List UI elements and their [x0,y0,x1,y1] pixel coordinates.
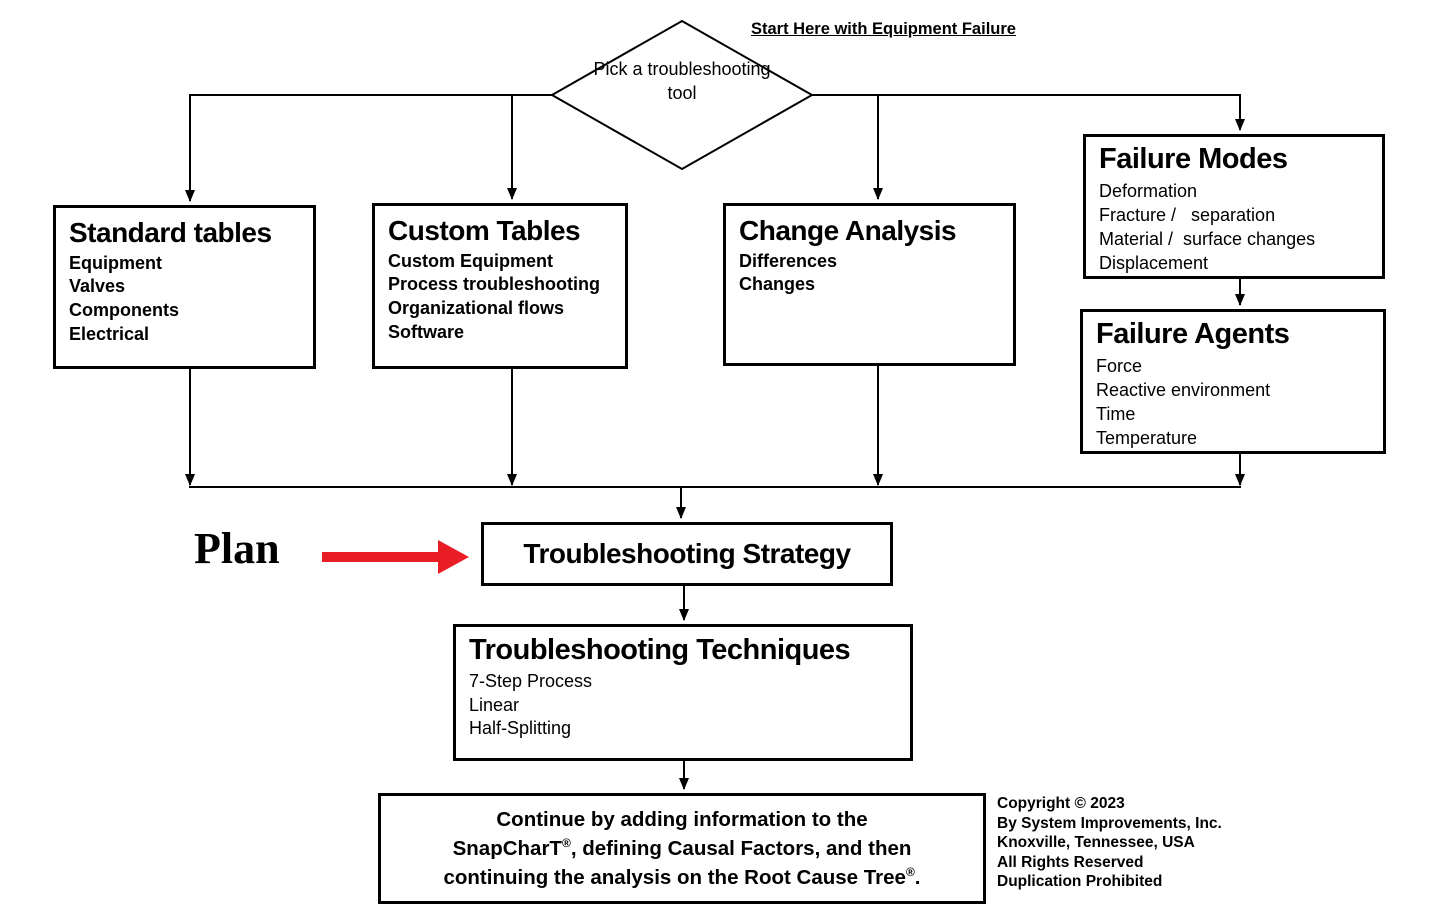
plan-arrow-shaft [322,552,440,562]
troubleshooting-strategy-title: Troubleshooting Strategy [523,538,851,570]
troubleshooting-techniques-title: Troubleshooting Techniques [469,634,851,666]
continue-instructions-text: Continue by adding information to the SnapCharT®, defining Causal Factors, and then continuing the analysis on the Root Cause Tree®. [443,807,921,890]
custom-tables-title: Custom Tables [388,215,581,246]
change-analysis-box [723,203,1016,366]
plan-annotation-label: Plan [194,524,280,573]
standard-tables-box [53,205,316,369]
custom-tables-box [372,203,628,369]
failure-agents-title: Failure Agents [1096,318,1290,350]
troubleshooting-strategy-box [481,522,893,586]
failure-agents-items: Force Reactive environment Time Temperature [1096,355,1271,449]
standard-tables-items: Equipment Valves Components Electrical [69,252,179,344]
plan-arrow-head [438,540,469,574]
custom-tables-items: Custom Equipment Process troubleshooting Organizational flows Software [388,250,601,342]
failure-modes-items: Deformation Fracture / separation Material / surface changes Displacement [1099,180,1316,274]
failure-agents-box [1080,309,1386,454]
troubleshooting-techniques-items: 7-Step Process Linear Half-Splitting [469,670,593,739]
page-title: Start Here with Equipment Failure [751,20,1016,38]
change-analysis-title: Change Analysis [739,215,957,246]
connector-diamond-to-standard [190,95,552,201]
troubleshooting-techniques-box [453,624,913,761]
connector-diamond-to-failure-modes [812,95,1240,130]
failure-modes-title: Failure Modes [1099,143,1288,175]
change-analysis-items: Differences Changes [739,250,838,295]
plan-arrow [322,540,469,574]
standard-tables-title: Standard tables [69,217,272,248]
failure-modes-box [1083,134,1385,279]
continue-instructions-box [378,793,986,904]
copyright-notice: Copyright © 2023 By System Improvements, Inc. Knoxville, Tennessee, USA All Rights Reserved Duplication Prohibited [997,795,1222,891]
decision-diamond-label: Pick a troubleshooting tool [593,59,771,104]
